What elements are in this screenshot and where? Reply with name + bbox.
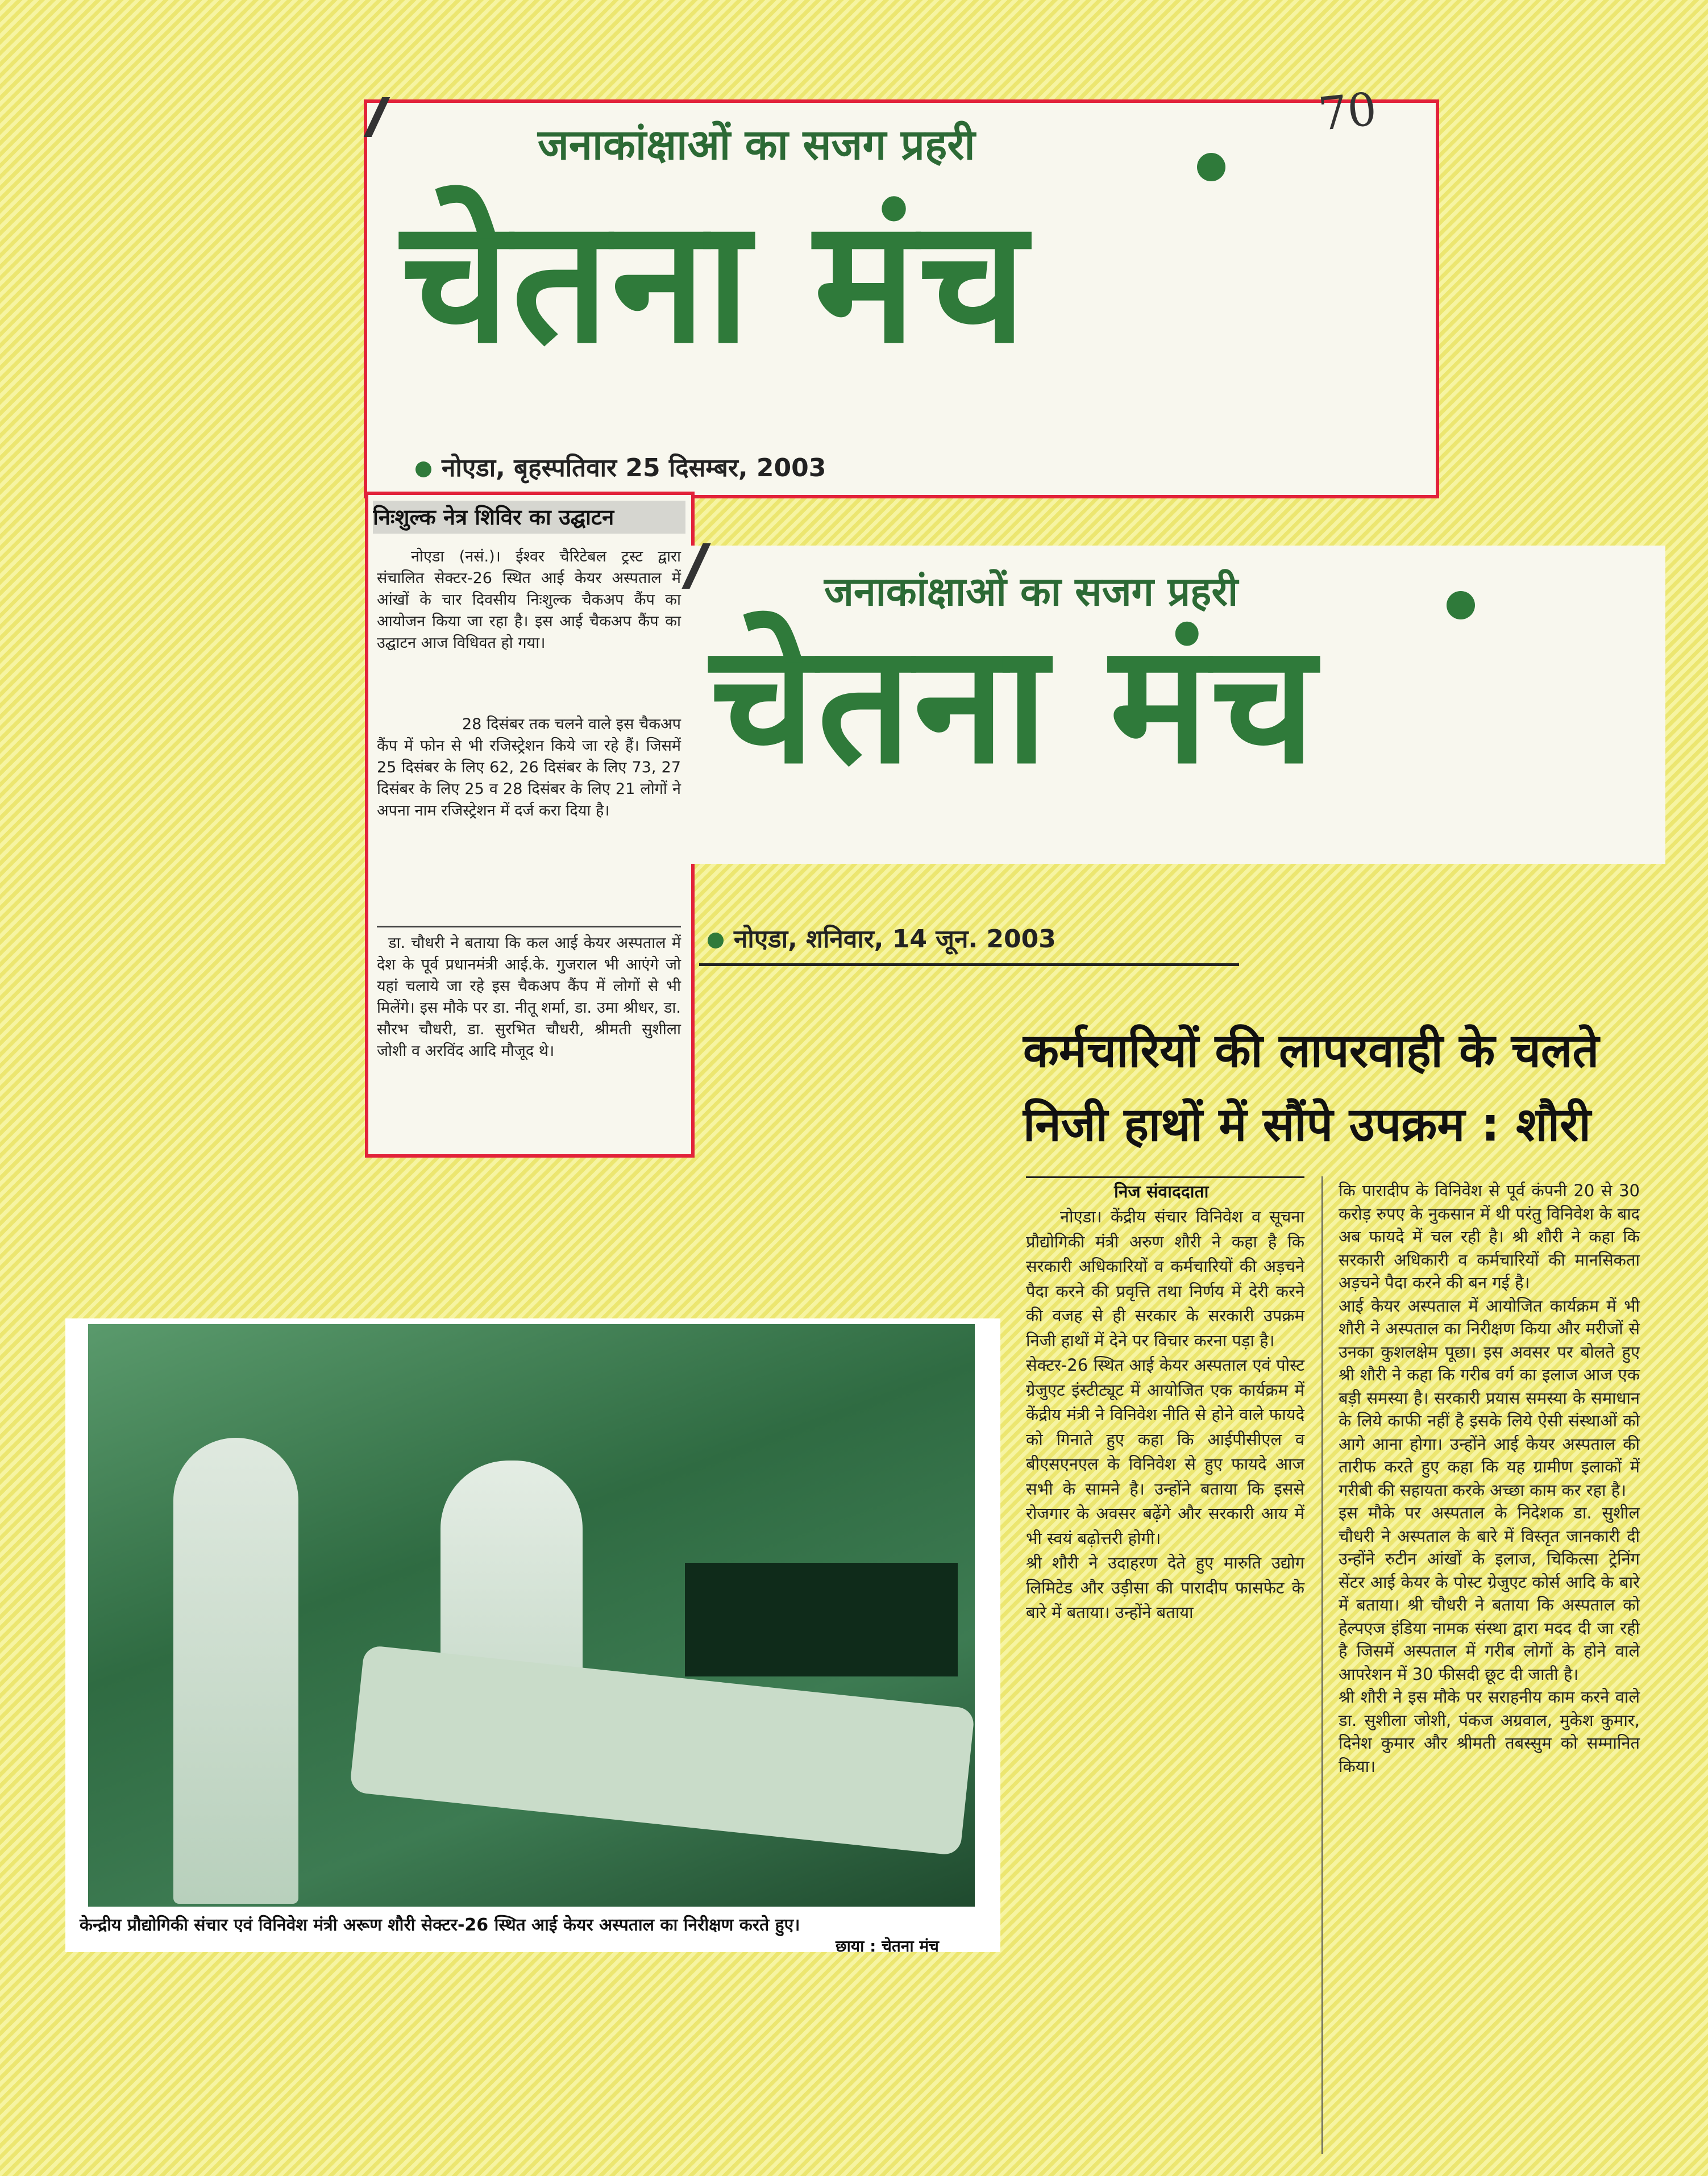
- masthead-title: चेतना मंच: [710, 609, 1318, 800]
- dateline: [708, 921, 1056, 955]
- article-column: कि पारादीप के विनिवेश से पूर्व कंपनी 20 से 30 करोड़ रुपए के नुकसान में थी परंतु विनिवेश के बाद अब फायदे में चल रही है। श्री शौरी ने कहा कि सरकारी अधिकारी व कर्मचारियों की मानसिकता अड़चने पैदा करने की बन गई है। आई केयर अस्पताल में आयोजित कार्यक्रम में भी शौरी ने अस्पताल का निरीक्षण किया और मरीजों से उनका कुशलक्षेम पूछा। इस अवसर पर बोलते हुए श्री शौरी ने कहा कि गरीब वर्ग का इलाज आज एक बड़ी समस्या है। सरकारी प्रयास समस्या के समाधान के लिये काफी नहीं है इसके लिये ऐसी संस्थाओं को आगे आना होगा। उन्होंने आई केयर अस्पताल की तारीफ करते हुए कहा कि यह ग्रामीण इलाकों में गरीबी की सहायता करके अच्छा काम कर रहा है। इस मौके पर अस्पताल के निदेशक डा. सुशील चौधरी ने अस्पताल के बारे में विस्तृत जानकारी दी उन्होंने रुटीन आंखों के इलाज, चिकित्सा ट्रेनिंग सेंटर आई केयर के पोस्ट ग्रेजुएट कोर्स आदि के बारे में बताया। श्री चौधरी ने बताया कि अस्पताल को हेल्पएज इंडिया नामक संस्था द्वारा मदद दी जा रही है जिसमें अस्पताल में गरीब लोगों के होने वाले आपरेशन में 30 फीसदी छूट दी जाती है। श्री शौरी ने इस मौके पर सराहनीय काम करने वाले डा. सुशीला जोशी, पंकज अग्रवाल, मुकेश कुमार, दिनेश कुमार और श्रीमती तबस्सुम को सम्मानित किया।: [1339, 1181, 1640, 1776]
- photo-caption: केन्द्रीय प्रौद्योगिकी संचार एवं विनिवेश मंत्री अरूण शौरी सेक्टर-26 स्थित आई केयर अस्पताल का निरीक्षण करते हुए।: [80, 1915, 800, 1935]
- photo-clipping: [65, 1318, 1000, 1956]
- corner-logo: [364, 97, 442, 137]
- corner-logo: [681, 543, 762, 589]
- article-headline-line2: निजी हाथों में सौंपे उपक्रम : शौरी: [1023, 1098, 1591, 1152]
- article-paragraph: डा. चौधरी ने बताया कि कल आई केयर अस्पताल में देश के पूर्व प्रधानमंत्री आई.के. गुजराल भी आएंगे जो यहां चलाये जा रहे इस चैकअप कैंप में लोगों से भी मिलेंगे। इस मौके पर डा. नीतू शर्मा, डा. उमा श्रीधर, डा. सौरभ चौधरी, डा. सुरभित चौधरी, श्रीमती सुशीला जोशी व अरविंद आदि मौजूद थे।: [377, 934, 681, 1060]
- masthead-clipping-1: [364, 99, 1439, 498]
- masthead-clipping-2: [688, 546, 1665, 864]
- article-headline: निःशुल्क नेत्र शिविर का उद्घाटन: [373, 501, 685, 534]
- masthead-dot: [1197, 153, 1225, 181]
- paragraph-divider: [377, 926, 681, 927]
- article-headline-line1: कर्मचारियों की लापरवाही के चलते: [1023, 1024, 1599, 1078]
- tagline: जनाकांक्षाओं का सजग प्रहरी: [538, 120, 975, 169]
- dateline-text: नोएडा, बृहस्पतिवार 25 दिसम्बर, 2003: [442, 453, 826, 482]
- photo-wall-panel: [685, 1563, 958, 1676]
- hospital-inspection-photo: [88, 1324, 975, 1907]
- article-paragraph: 28 दिसंबर तक चलने वाले इस चैकअप कैंप में फोन से भी रजिस्ट्रेशन किये जा रहे हैं। जिसमें 25 दिसंबर के लिए 62, 26 दिसंबर के लिए 73, 27 दिसंबर के लिए 25 व 28 दिसंबर के लिए 21 लोगों ने अपना नाम रजिस्ट्रेशन में दर्ज करा दिया है।: [377, 715, 681, 819]
- tagline: जनाकांक्षाओं का सजग प्रहरी: [824, 568, 1239, 615]
- masthead-dot: [1447, 591, 1475, 619]
- masthead-title: चेतना मंच: [401, 182, 1029, 381]
- byline-rule: [1026, 1176, 1304, 1178]
- eye-camp-article: [365, 492, 695, 1158]
- handwritten-page-number: 70: [1316, 82, 1379, 142]
- dateline-text: नोएडा, शनिवार, 14 जून. 2003: [734, 925, 1056, 954]
- byline: निज संवाददाता: [1114, 1182, 1209, 1202]
- dateline: [415, 450, 826, 484]
- photo-person-minister: [173, 1438, 298, 1904]
- column-rule: [1321, 1176, 1323, 2154]
- photo-credit: छाया : चेतना मंच: [836, 1937, 939, 1956]
- article-column: नोएडा। केंद्रीय संचार विनिवेश व सूचना प्रौद्योगिकी मंत्री अरुण शौरी ने कहा है कि सरकारी अधिकारियों व कर्मचारियों की अड़चने पैदा करने की प्रवृत्ति तथा निर्णय में देरी करने की वजह से ही सरकार के सरकारी उपक्रम निजी हाथों में देने पर विचार करना पड़ा है। सेक्टर-26 स्थित आई केयर अस्पताल एवं पोस्ट ग्रेजुएट इंस्टीट्यूट में आयोजित एक कार्यक्रम में केंद्रीय मंत्री ने विनिवेश नीति से होने वाले फायदे को गिनाते हुए कहा कि आईपीसीएल व बीएसएनएल के विनिवेश से हुए फायदे आज सभी के सामने है। उन्होंने बताया कि इससे रोजगार के अवसर बढ़ेंगे और सरकारी आय में भी स्वयं बढ़ोत्तरी होगी। श्री शौरी ने उदाहरण देते हुए मारुति उद्योग लिमिटेड और उड़ीसा की पारादीप फासफेट के बारे में बताया। उन्होंने बताया: [1026, 1207, 1304, 1622]
- dateline-rule: [699, 963, 1239, 966]
- bullet-dot: [415, 461, 431, 477]
- bullet-dot: [708, 933, 724, 948]
- article-paragraph: नोएडा (नसं.)। ईश्वर चैरिटेबल ट्रस्ट द्वारा संचालित सेक्टर-26 स्थित आई केयर अस्पताल में आंखों के चार दिवसीय निःशुल्क चैकअप कैंप का आयोजन किया जा रहा है। इस आई चैकअप कैंप का उद्घाटन आज विधिवत हो गया।: [377, 548, 681, 652]
